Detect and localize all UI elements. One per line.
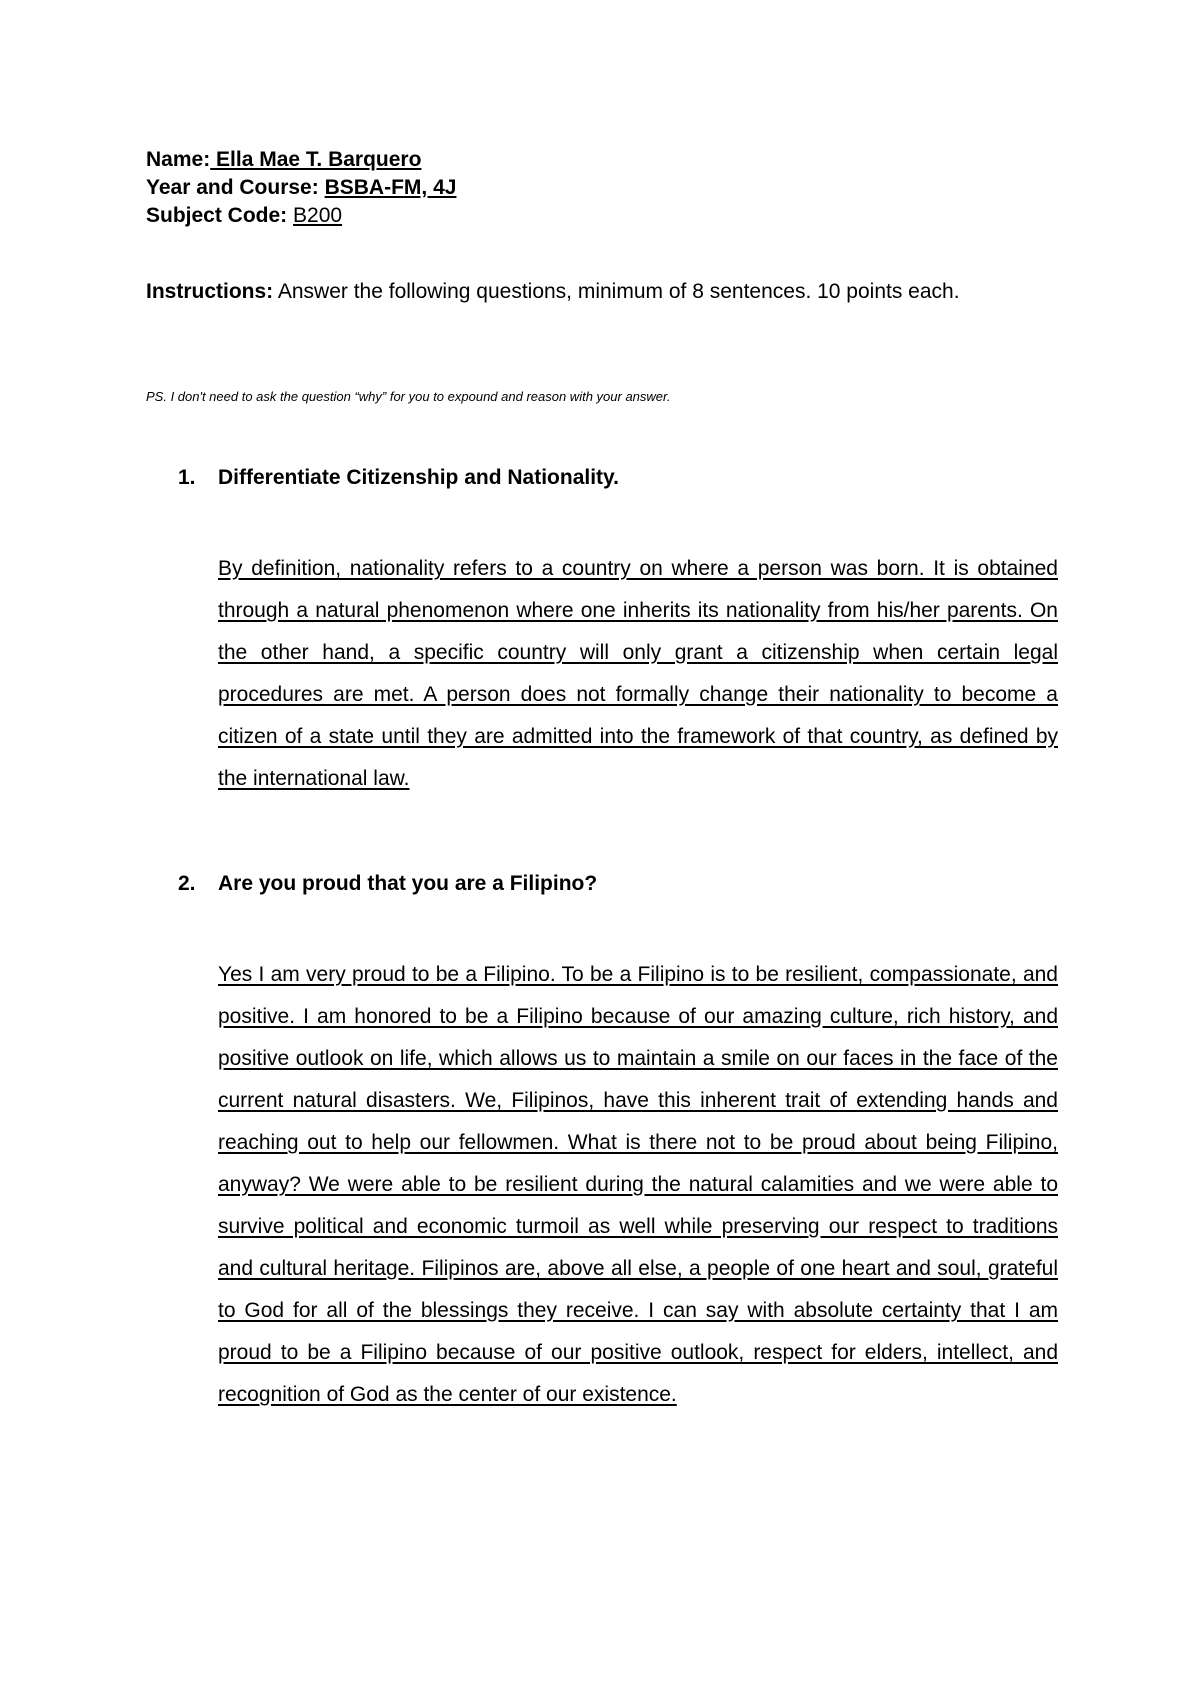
name-label: Name: bbox=[146, 148, 211, 171]
year-course-label: Year and Course: bbox=[146, 176, 319, 199]
question-text: Differentiate Citizenship and Nationality. bbox=[218, 466, 619, 489]
name-row bbox=[146, 146, 456, 174]
question-number: 1. bbox=[178, 466, 196, 489]
subject-code-label: Subject Code: bbox=[146, 204, 288, 227]
subject-code-value: B200 bbox=[293, 204, 343, 227]
year-course-value: BSBA-FM, 4J bbox=[324, 176, 457, 199]
answer-1: By definition, nationality refers to a country on where a person was born. It is obtained through a natural phenomenon where one inherits its nationality from his/her parents. On the other hand, a specific country will only grant a citizenship when certain legal procedures are met. A person does not formally change their nationality to become a citizen of a state until they are admitted into the framework of that country, as defined by the international law. bbox=[218, 557, 1058, 790]
question-text: Are you proud that you are a Filipino? bbox=[218, 872, 598, 895]
year-course-row bbox=[146, 174, 456, 202]
answer-2: Yes I am very proud to be a Filipino. To be a Filipino is to be resilient, compassionate, and positive. I am honored to be a Filipino because of our amazing culture, rich history, and positive outlook on life, which allows us to maintain a smile on our faces in the face of the current natural disasters. We, Filipinos, have this inherent trait of extending hands and reaching out to help our fellowmen. What is there not to be proud about being Filipino, anyway? We were able to be resilient during the natural calamities and we were able to survive political and economic turmoil as well while preserving our respect to traditions and cultural heritage. Filipinos are, above all else, a people of one heart and soul, grateful to God for all of the blessings they receive. I can say with absolute certainty that I am proud to be a Filipino because of our positive outlook, respect for elders, intellect, and recognition of God as the center of our existence. bbox=[218, 963, 1058, 1406]
ps-note: PS. I don't need to ask the question “why” for you to expound and reason with your answer. bbox=[146, 389, 671, 404]
instructions-label: Instructions: bbox=[146, 280, 274, 303]
question-2 bbox=[178, 870, 597, 898]
question-1 bbox=[178, 464, 619, 492]
student-info-header bbox=[146, 146, 456, 230]
subject-code-row bbox=[146, 202, 456, 230]
question-number: 2. bbox=[178, 872, 196, 895]
instructions-text: Answer the following questions, minimum of 8 sentences. 10 points each. bbox=[273, 280, 960, 303]
instructions-paragraph bbox=[146, 278, 1046, 306]
name-value: Ella Mae T. Barquero bbox=[210, 148, 422, 171]
